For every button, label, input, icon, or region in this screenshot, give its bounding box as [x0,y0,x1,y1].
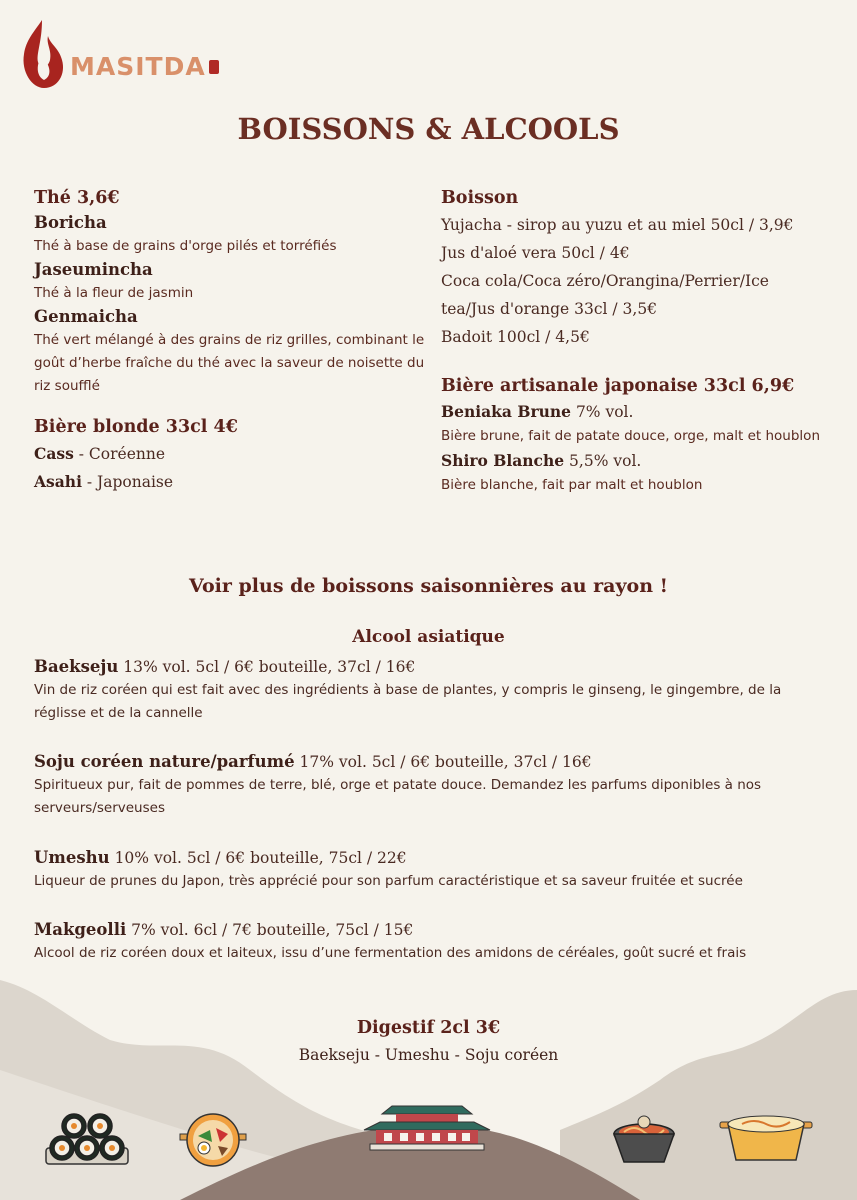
alcool-asiatique-header: Alcool asiatique [352,627,505,647]
item-description: Vin de riz coréen qui est fait avec des ingrédients à base de plantes, y compris le ginseng, le gingembre, de la réglisse et de la cannelle [34,682,782,721]
biere-blonde-item [34,440,429,468]
alcool-item [34,846,834,893]
item-name: Umeshu [34,848,110,867]
item-info: 10% vol. 5cl / 6€ bouteille, 75cl / 22€ [109,849,407,867]
item-info: 13% vol. 5cl / 6€ bouteille, 37cl / 16€ [118,658,416,676]
page-title: BOISSONS & ALCOOLS [237,112,620,146]
noodle-bowl-icon [610,1112,678,1168]
item-origin: - Coréenne [73,445,166,463]
item-name: Beniaka Brune [441,402,572,421]
the-item [34,258,429,305]
the-item [34,211,429,258]
item-info: 17% vol. 5cl / 6€ bouteille, 37cl / 16€ [294,753,592,771]
item-info: 7% vol. 6cl / 7€ bouteille, 75cl / 15€ [126,921,414,939]
alcool-item [34,918,834,965]
the-item [34,305,429,398]
item-info: 5,5% vol. [564,452,642,470]
bibimbap-bowl-icon [178,1112,248,1168]
brand-name: MASITDA [70,51,206,81]
item-name: Jaseumincha [34,260,153,279]
boisson-line: Badoit 100cl / 4,5€ [441,328,590,346]
item-description: Alcool de riz coréen doux et laiteux, issu d’une fermentation des amidons de céréales, goût sucré et frais [34,945,747,961]
gimbap-icon [44,1108,130,1168]
brand-logo [18,18,219,90]
item-name: Asahi [34,472,82,491]
the-header: Thé 3,6€ [34,188,120,208]
right-column [441,185,841,497]
boisson-line: Jus d'aloé vera 50cl / 4€ [441,244,630,262]
item-name: Baekseju [34,657,119,676]
item-description: Bière blanche, fait par malt et houblon [441,477,703,493]
item-description: Liqueur de prunes du Japon, très apprécié pour son parfum caractéristique et sa saveur fruitée et sucrée [34,873,743,889]
boisson-line: Coca cola/Coca zéro/Orangina/Perrier/Ice [441,272,769,290]
item-description: Thé à la fleur de jasmin [34,285,194,301]
item-description: Spiritueux pur, fait de pommes de terre, blé, orge et patate douce. Demandez les parfums diponibles à nos serveurs/serveuses [34,777,762,816]
boisson-line: Yujacha - sirop au yuzu et au miel 50cl / 3,9€ [441,216,794,234]
flame-logo-icon [18,18,66,90]
item-name: Shiro Blanche [441,451,565,470]
item-name: Makgeolli [34,920,127,939]
item-description: Bière brune, fait de patate douce, orge, malt et houblon [441,428,820,444]
korean-palace-icon [362,1100,492,1152]
biere-blonde-item [34,468,429,496]
item-name: Genmaicha [34,307,138,326]
hotpot-icon [718,1108,814,1168]
alcool-item [34,655,834,725]
alcool-item [34,750,834,820]
item-info: 7% vol. [571,403,634,421]
biere-artisanale-item [441,448,841,497]
biere-artisanale-item [441,399,841,448]
biere-artisanale-header: Bière artisanale japonaise 33cl 6,9€ [441,376,795,396]
digestif-list: Baekseju - Umeshu - Soju coréen [298,1046,559,1064]
item-name: Cass [34,444,74,463]
item-description: Thé vert mélangé à des grains de riz grilles, combinant le goût d’herbe fraîche du thé avec la saveur de noisette du riz soufflé [34,332,425,394]
item-name: Soju coréen nature/parfumé [34,752,295,771]
digestif-header: Digestif 2cl 3€ [356,1018,501,1038]
item-origin: - Japonaise [81,473,174,491]
left-column [34,185,429,496]
item-description: Thé à base de grains d'orge pilés et torréfiés [34,238,337,254]
item-name: Boricha [34,213,107,232]
boisson-line: tea/Jus d'orange 33cl / 3,5€ [441,300,658,318]
red-seal-icon [209,60,219,74]
seasonal-notice: Voir plus de boissons saisonnières au rayon ! [189,575,668,597]
boisson-header: Boisson [441,188,519,208]
biere-blonde-header: Bière blonde 33cl 4€ [34,417,238,437]
